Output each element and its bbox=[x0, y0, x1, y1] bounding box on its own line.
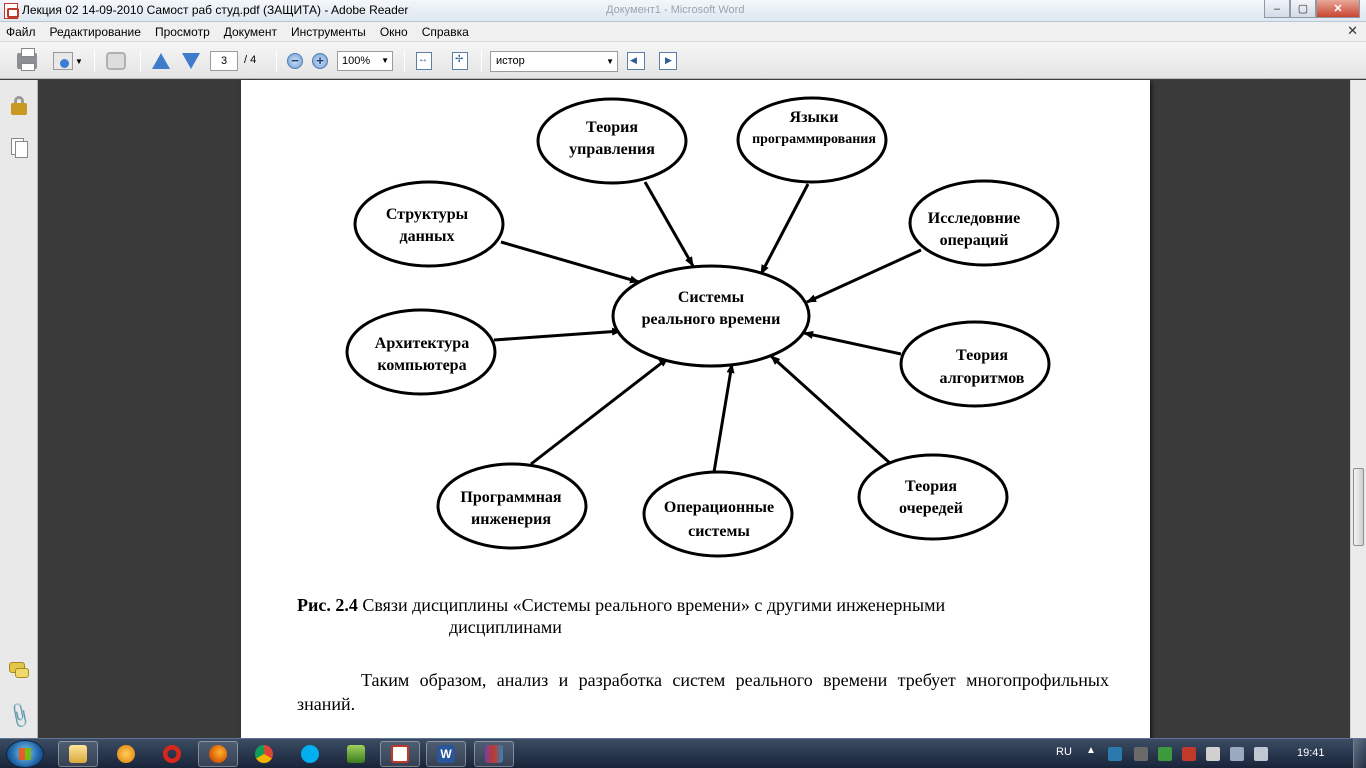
toolbar-divider bbox=[481, 50, 482, 72]
language-indicator[interactable]: RU bbox=[1056, 746, 1072, 758]
taskbar bbox=[0, 738, 1366, 768]
caption-number: Рис. 2.4 bbox=[297, 595, 358, 615]
node-queues bbox=[859, 455, 1007, 539]
taskbar-avast[interactable] bbox=[106, 741, 146, 767]
toolbar bbox=[0, 42, 1366, 79]
research-label-2: операций bbox=[939, 232, 1009, 249]
find-previous-button[interactable] bbox=[626, 50, 646, 72]
maximize-button[interactable]: ▢ bbox=[1290, 0, 1316, 18]
comment-button[interactable] bbox=[104, 50, 128, 72]
print-button[interactable] bbox=[16, 50, 38, 72]
network-tray-icon[interactable] bbox=[1108, 747, 1122, 761]
control-label-1: Теория bbox=[586, 119, 638, 136]
background-window-title: Документ1 - Microsoft Word bbox=[606, 4, 745, 16]
taskbar-opera[interactable] bbox=[152, 741, 192, 767]
attachments-paperclip-icon[interactable]: 📎 bbox=[5, 701, 35, 730]
menu-file[interactable]: Файл bbox=[6, 25, 36, 39]
fit-width-icon bbox=[416, 52, 432, 70]
taskbar-skype[interactable] bbox=[290, 741, 330, 767]
languages-label-2: программирования bbox=[752, 132, 876, 147]
zoom-in-icon: + bbox=[312, 53, 328, 69]
page-number-input[interactable]: 3 bbox=[210, 51, 238, 71]
menu-edit[interactable]: Редактирование bbox=[49, 25, 141, 39]
comment-icon bbox=[106, 52, 126, 70]
avast-icon bbox=[117, 745, 135, 763]
adobe-reader-icon bbox=[391, 745, 409, 763]
show-hidden-icons-button[interactable]: ▲ bbox=[1086, 745, 1096, 756]
lock-body bbox=[11, 103, 27, 115]
architecture-label-1: Архитектура bbox=[374, 335, 470, 352]
security-lock-icon[interactable] bbox=[9, 95, 29, 115]
toolbar-divider bbox=[94, 50, 95, 72]
chevron-down-icon: ▼ bbox=[381, 56, 389, 65]
speech-bubble bbox=[15, 668, 29, 678]
data-label-2: данных bbox=[399, 228, 455, 245]
arrow-queues bbox=[771, 356, 891, 464]
menu-view[interactable]: Просмотр bbox=[154, 25, 210, 39]
queues-label-2: очередей bbox=[899, 500, 963, 517]
taskbar-winrar[interactable] bbox=[474, 741, 514, 767]
window-controls bbox=[1264, 0, 1360, 18]
explorer-icon bbox=[69, 745, 87, 763]
node-data bbox=[355, 182, 503, 266]
menu-bar bbox=[0, 22, 1366, 42]
document-area[interactable] bbox=[39, 80, 1350, 738]
comments-panel-icon[interactable] bbox=[9, 660, 29, 680]
arrow-algorithms bbox=[804, 333, 901, 354]
find-previous-icon bbox=[627, 52, 645, 70]
arrow-architecture bbox=[494, 331, 621, 340]
vertical-scrollbar[interactable] bbox=[1350, 80, 1366, 738]
caption-text: Связи дисциплины «Системы реального времени» с другими инженерными bbox=[357, 595, 946, 615]
scrollbar-thumb[interactable] bbox=[1353, 468, 1364, 546]
zoom-select[interactable] bbox=[337, 51, 393, 71]
chevron-down-icon: ▼ bbox=[75, 56, 83, 66]
taskbar-explorer[interactable] bbox=[58, 741, 98, 767]
menu-window[interactable]: Окно bbox=[379, 25, 408, 39]
firefox-icon bbox=[209, 745, 227, 763]
toolbar-divider bbox=[140, 50, 141, 72]
skype-icon bbox=[301, 745, 319, 763]
fit-width-button[interactable] bbox=[414, 50, 434, 72]
security-tray-icon[interactable] bbox=[1182, 747, 1196, 761]
languages-label-1: Языки bbox=[789, 109, 839, 126]
printer-icon bbox=[17, 53, 37, 69]
close-document-button[interactable]: ✕ bbox=[1347, 23, 1358, 38]
architecture-label-2: компьютера bbox=[377, 357, 467, 374]
monitor-tray-icon[interactable] bbox=[1230, 747, 1244, 761]
close-button[interactable]: ✕ bbox=[1316, 0, 1360, 18]
taskbar-chrome[interactable] bbox=[244, 741, 284, 767]
menu-document[interactable]: Документ bbox=[223, 25, 277, 39]
arrow-os bbox=[714, 364, 732, 472]
volume-tray-icon[interactable] bbox=[1254, 747, 1268, 761]
center-label-1: Системы bbox=[677, 289, 745, 306]
battery-tray-icon[interactable] bbox=[1158, 747, 1172, 761]
previous-page-button[interactable] bbox=[150, 50, 172, 72]
window-title: Лекция 02 14-09-2010 Самост раб студ.pdf (ЗАЩИТА) - Adobe Reader bbox=[22, 3, 409, 17]
menu-tools[interactable]: Инструменты bbox=[290, 25, 366, 39]
research-label-1: Исследовние bbox=[927, 210, 1021, 227]
software-label-1: Программная bbox=[460, 489, 562, 506]
control-label-2: управления bbox=[569, 141, 655, 158]
pdf-page bbox=[241, 80, 1150, 738]
tool-icon bbox=[347, 745, 365, 763]
share-button[interactable] bbox=[51, 50, 85, 72]
caption-text-line2: дисциплинами bbox=[449, 617, 562, 637]
find-next-button[interactable] bbox=[658, 50, 678, 72]
search-input[interactable] bbox=[490, 51, 618, 72]
arrow-languages bbox=[761, 184, 808, 274]
zoom-out-icon: − bbox=[287, 53, 303, 69]
share-icon bbox=[53, 52, 73, 70]
page-sheet bbox=[15, 141, 28, 158]
next-page-button[interactable] bbox=[180, 50, 202, 72]
body-paragraph: Таким образом, анализ и разработка систем реального времени требует многопрофильных знаний. bbox=[297, 670, 1109, 714]
os-label-2: системы bbox=[688, 523, 750, 540]
chevron-down-icon: ▼ bbox=[606, 57, 614, 66]
winrar-icon bbox=[485, 745, 503, 763]
word-icon: W bbox=[437, 745, 455, 763]
taskbar-word[interactable] bbox=[426, 741, 466, 767]
node-algorithms bbox=[901, 322, 1049, 406]
zoom-in-button[interactable] bbox=[311, 50, 329, 72]
fit-page-button[interactable] bbox=[450, 50, 470, 72]
title-bar bbox=[0, 0, 1366, 22]
toolbar-divider bbox=[404, 50, 405, 72]
minimize-button[interactable]: – bbox=[1264, 0, 1290, 18]
menu-help[interactable]: Справка bbox=[421, 25, 469, 39]
flag-tray-icon[interactable] bbox=[1206, 747, 1220, 761]
taskbar-adobe-reader[interactable] bbox=[380, 741, 420, 767]
node-software bbox=[438, 464, 586, 548]
zoom-out-button[interactable] bbox=[286, 50, 304, 72]
arrow-up-icon bbox=[152, 53, 170, 69]
toolbar-divider bbox=[276, 50, 277, 72]
navigation-pane bbox=[0, 80, 38, 738]
data-label-1: Структуры bbox=[385, 206, 469, 223]
clock[interactable]: 19:41 bbox=[1297, 747, 1325, 759]
arrow-data bbox=[501, 242, 639, 282]
os-label-1: Операционные bbox=[663, 499, 775, 516]
node-architecture bbox=[347, 310, 495, 394]
show-desktop-button[interactable] bbox=[1353, 739, 1366, 768]
algorithms-label-2: алгоритмов bbox=[939, 370, 1025, 387]
adobe-reader-icon bbox=[4, 3, 18, 19]
page-count: / 4 bbox=[244, 54, 257, 66]
opera-icon bbox=[163, 745, 181, 763]
device-tray-icon[interactable] bbox=[1134, 747, 1148, 761]
queues-label-1: Теория bbox=[905, 478, 957, 495]
center-label-2: реального времени bbox=[641, 311, 781, 328]
chrome-icon bbox=[255, 745, 273, 763]
taskbar-firefox[interactable] bbox=[198, 741, 238, 767]
taskbar-tool[interactable] bbox=[336, 741, 376, 767]
zoom-value: 100% bbox=[342, 55, 371, 67]
software-label-2: инженерия bbox=[470, 511, 552, 528]
figure-caption bbox=[297, 594, 945, 638]
arrow-control bbox=[645, 182, 693, 266]
disciplines-diagram bbox=[241, 80, 1150, 580]
algorithms-label-1: Теория bbox=[956, 347, 1008, 364]
pages-panel-icon[interactable] bbox=[9, 138, 29, 158]
arrow-research bbox=[807, 250, 921, 302]
arrow-down-icon bbox=[182, 53, 200, 69]
find-next-icon bbox=[659, 52, 677, 70]
arrow-software bbox=[531, 358, 668, 464]
start-button[interactable] bbox=[6, 740, 44, 768]
search-value: истор bbox=[496, 55, 525, 67]
fit-page-icon bbox=[452, 52, 468, 70]
